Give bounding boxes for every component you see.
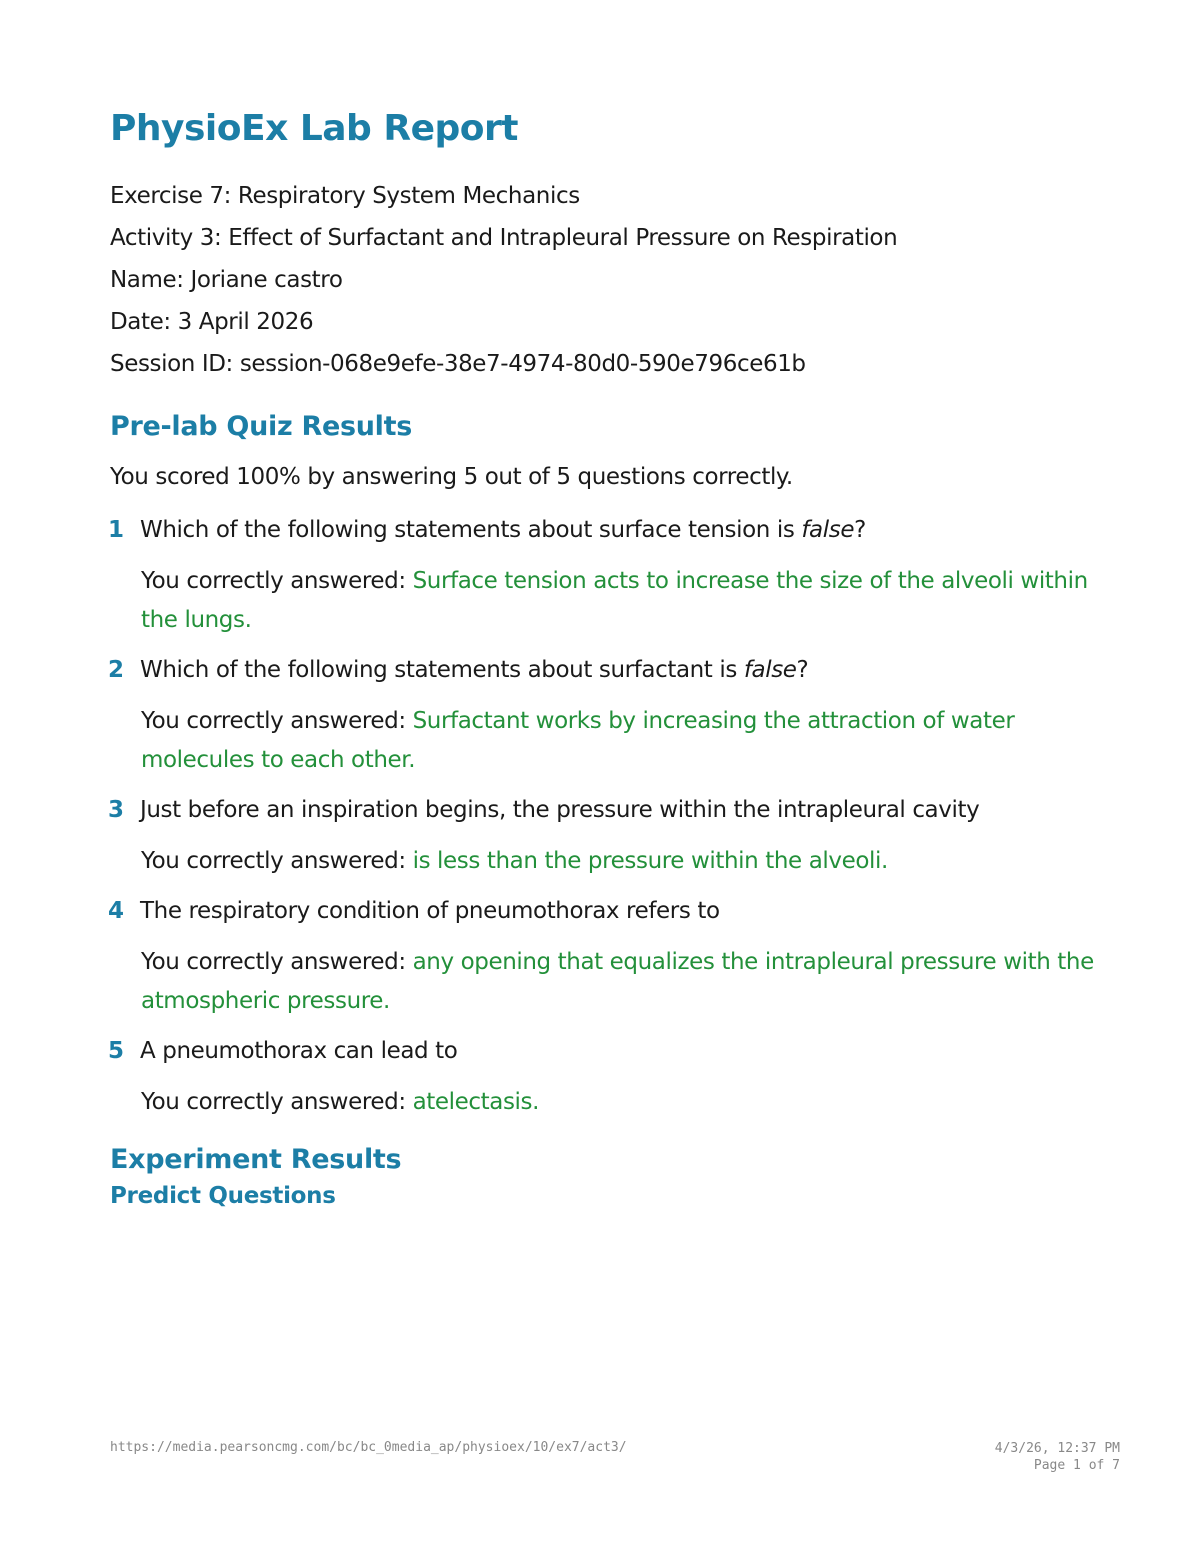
prelab-score: You scored 100% by answering 5 out of 5 questions correctly. xyxy=(110,464,793,490)
predict-questions-heading: Predict Questions xyxy=(110,1183,336,1209)
question-text xyxy=(140,790,1110,830)
question-item xyxy=(110,790,1110,881)
footer-timestamp: 4/3/26, 12:37 PM xyxy=(994,1441,1120,1456)
question-text-emphasis: false xyxy=(743,657,797,683)
question-text xyxy=(140,650,1110,690)
question-number: 5 xyxy=(108,1038,124,1064)
question-row xyxy=(110,510,1110,550)
answer-value: any opening that equalizes the intrapleural pressure with the atmospheric pressure. xyxy=(141,949,1094,1014)
question-item xyxy=(110,510,1110,640)
question-row xyxy=(110,1031,1110,1071)
question-number: 1 xyxy=(108,517,124,543)
answer-line xyxy=(141,562,1101,640)
question-text-main: The respiratory condition of pneumothorax refers to xyxy=(140,898,720,924)
name-line: Name: Joriane castro xyxy=(110,267,343,293)
answer-prefix: You correctly answered: xyxy=(141,568,413,594)
question-row xyxy=(110,650,1110,690)
answer-line xyxy=(141,842,1101,881)
prelab-heading: Pre-lab Quiz Results xyxy=(110,411,412,442)
footer-url: https://media.pearsoncmg.com/bc/bc_0media_ap/physioex/10/ex7/act3/ xyxy=(110,1440,627,1455)
question-text-main: Just before an inspiration begins, the pressure within the intrapleural cavity xyxy=(140,797,980,823)
question-text-main: Which of the following statements about surface tension is xyxy=(140,517,802,543)
question-item xyxy=(110,891,1110,1021)
question-item xyxy=(110,1031,1110,1122)
question-text-main: A pneumothorax can lead to xyxy=(140,1038,458,1064)
report-content xyxy=(110,108,1110,1209)
answer-line xyxy=(141,702,1101,780)
answer-value: Surface tension acts to increase the size of the alveoli within the lungs. xyxy=(141,568,1088,633)
answer-line xyxy=(141,1083,1101,1122)
answer-value: atelectasis. xyxy=(412,1089,540,1115)
question-text xyxy=(140,891,1110,931)
question-text-end: ? xyxy=(796,657,809,683)
question-number: 3 xyxy=(108,797,124,823)
session-line: Session ID: session-068e9efe-38e7-4974-80d0-590e796ce61b xyxy=(110,351,806,377)
answer-prefix: You correctly answered: xyxy=(141,1089,413,1115)
question-row xyxy=(110,891,1110,931)
report-title: PhysioEx Lab Report xyxy=(110,108,518,149)
date-line: Date: 3 April 2026 xyxy=(110,309,314,335)
question-item xyxy=(110,650,1110,780)
question-list xyxy=(110,510,1110,1122)
answer-prefix: You correctly answered: xyxy=(141,848,413,874)
question-text xyxy=(140,1031,1110,1071)
footer-page-number: Page 1 of 7 xyxy=(1033,1458,1120,1473)
question-text-emphasis: false xyxy=(801,517,855,543)
answer-value: Surfactant works by increasing the attraction of water molecules to each other. xyxy=(141,708,1015,773)
footer-meta xyxy=(995,1440,1120,1474)
question-text xyxy=(140,510,1110,550)
question-number: 4 xyxy=(108,898,124,924)
activity-line: Activity 3: Effect of Surfactant and Intrapleural Pressure on Respiration xyxy=(110,225,898,251)
exercise-line: Exercise 7: Respiratory System Mechanics xyxy=(110,183,580,209)
answer-value: is less than the pressure within the alveoli. xyxy=(412,848,888,874)
question-text-main: Which of the following statements about surfactant is xyxy=(140,657,744,683)
question-number: 2 xyxy=(108,657,124,683)
question-row xyxy=(110,790,1110,830)
experiment-heading: Experiment Results xyxy=(110,1144,402,1175)
question-text-end: ? xyxy=(854,517,866,543)
answer-prefix: You correctly answered: xyxy=(141,708,413,734)
answer-prefix: You correctly answered: xyxy=(141,949,413,975)
answer-line xyxy=(141,943,1101,1021)
